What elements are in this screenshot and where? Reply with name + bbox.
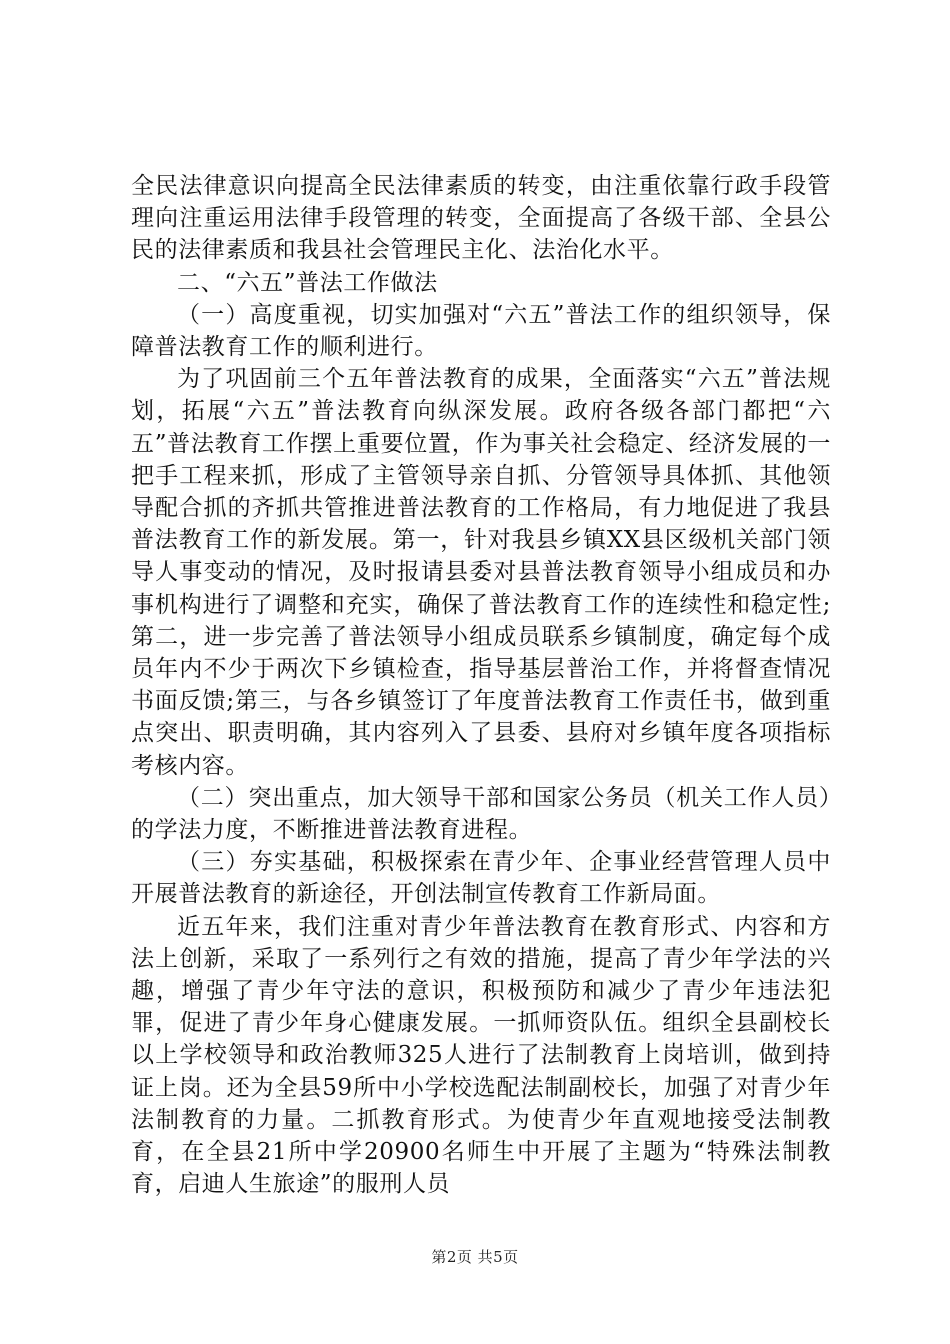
paragraph-continuation: 全民法律意识向提高全民法律素质的转变，由注重依靠行政手段管理向注重运用法律手段管理的转变，全面提高了各级干部、全县公民的法律素质和我县社会管理民主化、法治化水平。 xyxy=(131,173,831,264)
document-body xyxy=(131,170,831,1201)
page-number-footer: 第2页 共5页 xyxy=(431,1248,519,1266)
section-heading: 二、“六五”普法工作做法 xyxy=(177,269,438,296)
paragraph: 近五年来，我们注重对青少年普法教育在教育形式、内容和方法上创新，采取了一系列行之有效的措施，提高了青少年学法的兴趣，增强了青少年守法的意识，积极预防和减少了青少年违法犯罪，促进了青少年身心健康发展。一抓师资队伍。组织全县副校长以上学校领导和政治教师325人进行了法制教育上岗培训，做到持证上岗。还为全县59所中小学校选配法制副校长，加强了对青少年法制教育的力量。二抓教育形式。为使青少年直观地接受法制教育，在全县21所中学20900名师生中开展了主题为“特殊法制教育，启迪人生旅途”的服刑人员 xyxy=(131,913,831,1198)
paragraph: 为了巩固前三个五年普法教育的成果，全面落实“六五”普法规划，拓展“六五”普法教育向纵深发展。政府各级各部门都把“六五”普法教育工作摆上重要位置，作为事关社会稳定、经济发展的一把手工程来抓，形成了主管领导亲自抓、分管领导具体抓、其他领导配合抓的齐抓共管推进普法教育的工作格局，有力地促进了我县普法教育工作的新发展。第一，针对我县乡镇XX县区级机关部门领导人事变动的情况，及时报请县委对县普法教育领导小组成员和办事机构进行了调整和充实，确保了普法教育工作的连续性和稳定性;第二，进一步完善了普法领导小组成员联系乡镇制度，确定每个成员年内不少于两次下乡镇检查，指导基层普治工作，并将督查情况书面反馈;第三，与各乡镇签订了年度普法教育工作责任书，做到重点突出、职责明确，其内容列入了县委、县府对乡镇年度各项指标考核内容。 xyxy=(131,366,831,779)
subsection-heading-2: （二）突出重点，加大领导干部和国家公务员（机关工作人员）的学法力度，不断推进普法教育进程。 xyxy=(131,784,831,844)
subsection-heading-3: （三）夯实基础，积极探索在青少年、企事业经营管理人员中开展普法教育的新途径，开创法制宣传教育工作新局面。 xyxy=(131,849,831,908)
subsection-heading-1: （一）高度重视，切实加强对“六五”普法工作的组织领导，保障普法教育工作的顺利进行。 xyxy=(131,301,831,361)
